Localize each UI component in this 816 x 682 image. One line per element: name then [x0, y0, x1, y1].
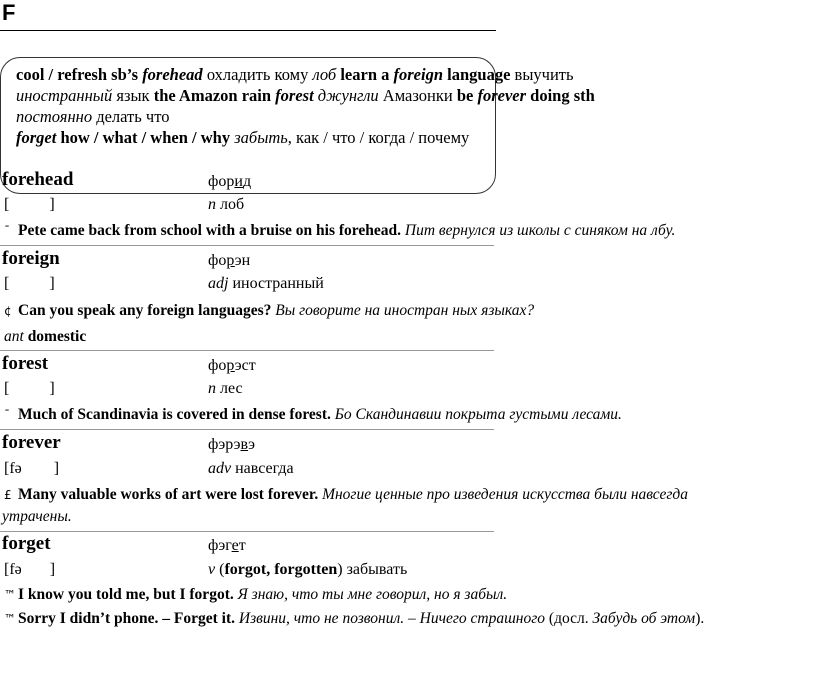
phrase-keyword: forget — [16, 128, 57, 147]
phrase-translation: делать что — [92, 107, 170, 126]
divider — [0, 245, 494, 246]
divider — [0, 429, 494, 430]
phrase-translation-key: лоб — [312, 65, 337, 84]
example-forget-2: ™ Sorry I didn’t phone. – Forget it. Извини, что не позвонил. – Ничего страшного (досл. Забудь об этом). — [4, 610, 705, 627]
headword-forehead: forehead — [2, 169, 74, 190]
phrase-translation-key: забыть — [234, 128, 288, 147]
phrase-translation-key: иностранный — [16, 86, 113, 105]
phonetic-brackets: [ ] — [4, 380, 55, 397]
bullet-icon: ¯ — [4, 408, 10, 422]
headword-forest: forest — [2, 353, 49, 374]
phrase-translation: , как / что / когда / почему — [287, 128, 470, 147]
example-forever-cont: утрачены. — [2, 508, 72, 525]
phrase-line-4 — [16, 127, 706, 148]
phrase-translation: Амазонки — [378, 86, 457, 105]
definition-foreign: adj иностранный — [208, 275, 324, 292]
bullet-icon: ¢ — [4, 304, 12, 318]
transcription-forever: фэрэвэ — [208, 436, 255, 453]
headword-foreign: foreign — [2, 248, 60, 269]
divider — [0, 350, 494, 351]
phrase-text: language — [443, 65, 511, 84]
headword-forever: forever — [2, 432, 61, 453]
definition-forget: v (forgot, forgotten) забывать — [208, 561, 408, 578]
phonetic-brackets: [fə ] — [4, 561, 56, 578]
phrase-line-3 — [16, 106, 706, 127]
phrase-line-2 — [16, 85, 706, 106]
headword-forget: forget — [2, 533, 51, 554]
phrase-translation: охладить кому — [202, 65, 313, 84]
section-letter: F — [2, 0, 16, 25]
transcription-forget: фэгет — [208, 537, 246, 554]
example-forehead: ¯ Pete came back from school with a bruise on his forehead. Пит вернулся из школы с синяком на лбу. — [4, 222, 676, 239]
transcription-forehead: форид — [208, 173, 252, 190]
phrase-keyword: foreign — [393, 65, 444, 84]
transcription-forest: форэст — [208, 357, 256, 374]
definition-forever: adv навсегда — [208, 460, 294, 477]
example-forget-1: ™ I know you told me, but I forgot. Я знаю, что ты мне говорил, но я забыл. — [4, 586, 508, 603]
transcription-foreign: форэн — [208, 252, 251, 269]
bullet-icon: ¯ — [4, 224, 10, 238]
phrase-translation-key: постоянно — [16, 107, 93, 126]
phrase-text: learn a — [336, 65, 394, 84]
phrase-text: be — [456, 86, 478, 105]
phrase-translation: язык — [112, 86, 154, 105]
phonetic-brackets: [fə ] — [4, 460, 60, 477]
phonetic-brackets: [ ] — [4, 275, 55, 292]
example-forest: ¯ Much of Scandinavia is covered in dense forest. Бо Скандинавии покрыта густыми лесами. — [4, 406, 622, 423]
phrase-text: the Amazon rain — [153, 86, 276, 105]
example-forever: £ Many valuable works of art were lost forever. Многие ценные про изведения искусства были навсегда — [4, 486, 688, 503]
divider — [0, 531, 494, 532]
phrase-text: how / what / when / why — [56, 128, 235, 147]
definition-forehead: n лоб — [208, 196, 245, 213]
header-rule — [0, 30, 496, 31]
phrase-text: cool / refresh sb’s — [16, 65, 143, 84]
antonym-foreign: ant domestic — [4, 328, 87, 345]
phrase-keyword: forest — [275, 86, 314, 105]
phrase-keyword: forehead — [142, 65, 203, 84]
phrase-translation-key: джунгли — [313, 86, 379, 105]
bullet-icon: ™ — [4, 612, 16, 626]
bullet-icon: ™ — [4, 588, 16, 602]
phrase-text: doing sth — [526, 86, 595, 105]
bullet-icon: £ — [4, 488, 12, 502]
phrase-keyword: forever — [477, 86, 527, 105]
definition-forest: n лес — [208, 380, 243, 397]
example-foreign: ¢ Can you speak any foreign languages? Вы говорите на иностран ных языках? — [4, 302, 535, 319]
phrase-line-1 — [16, 64, 706, 85]
phrases-text — [16, 64, 706, 148]
phonetic-brackets: [ ] — [4, 196, 55, 213]
phrase-translation: выучить — [510, 65, 574, 84]
